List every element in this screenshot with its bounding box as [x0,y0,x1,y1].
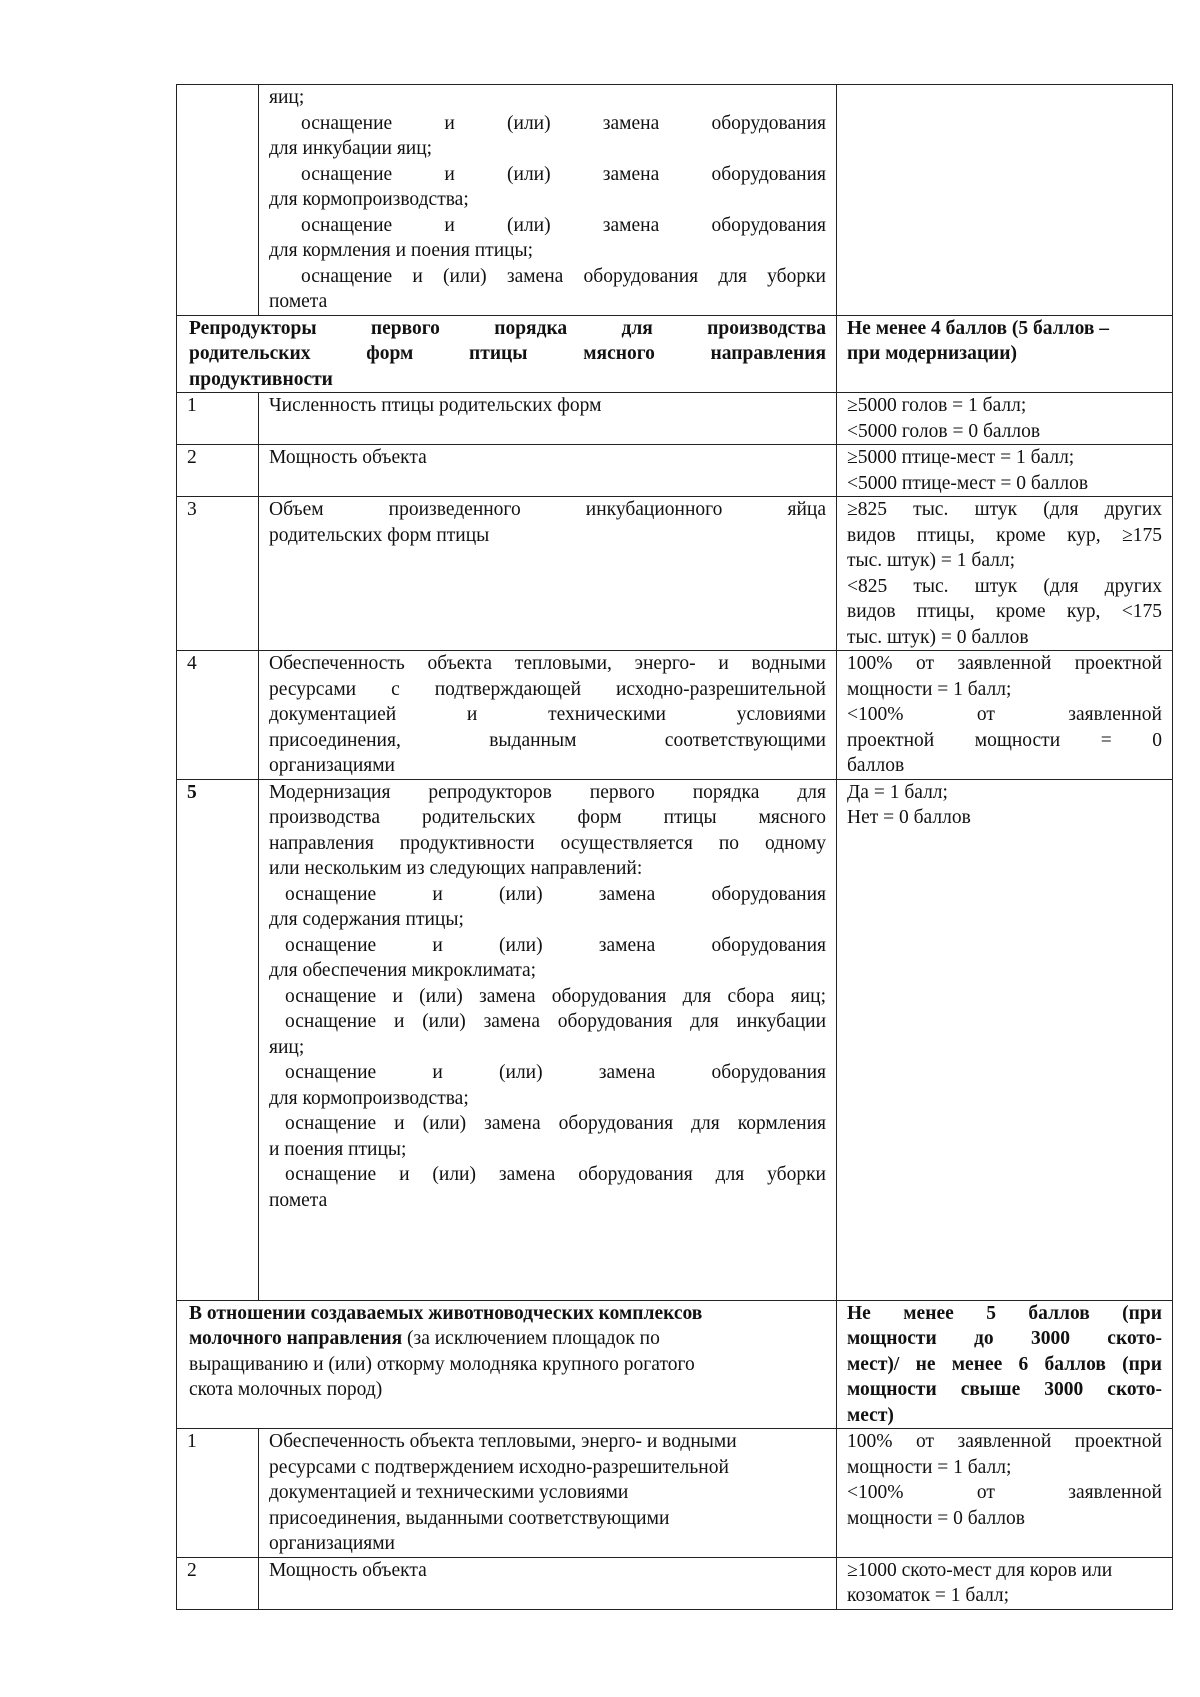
text-line: оснащение и (или) замена оборудования [285,883,826,905]
number-cell: 1 [177,1429,259,1558]
number-cell: 2 [177,445,259,497]
text-line: <825 тыс. штук (для других [847,575,1162,597]
text-line: ≥5000 птице-мест = 1 балл; [847,447,1075,468]
text-line: проектной мощности = 0 [847,729,1162,751]
text-line: оснащение и (или) замена оборудования [301,112,826,134]
score-cell [837,85,1173,316]
text-line: для кормления и поения птицы; [269,240,534,261]
text-line: Численность птицы родительских форм [269,395,602,416]
section-score-cell [837,315,1173,393]
section-title-cell [177,1300,837,1429]
text-line: козоматок = 1 балл; [847,1585,1010,1606]
criteria-table [176,84,1173,1610]
text-line: производства родительских форм птицы мясного [269,807,826,828]
table-row [177,651,1173,780]
text-line: Нет = 0 баллов [847,807,971,828]
section-score-line: при модернизации) [847,343,1018,364]
score-cell [837,1557,1173,1609]
text-line: оснащение и (или) замена оборудования [301,214,826,236]
text-line: оснащение и (или) замена оборудования для уборки [285,1164,826,1185]
section-title-line: продуктивности [189,368,333,390]
text-line: и поения птицы; [269,1138,407,1160]
criterion-cell [259,1557,837,1609]
text-line: помета [269,291,328,312]
text-line: организациями [269,1533,395,1554]
text-line: оснащение и (или) замена оборудования для уборки [301,265,826,287]
text-line: видов птицы, кроме кур, ≥175 [847,524,1162,546]
text-line: оснащение и (или) замена оборудования [301,163,826,185]
table-row [177,497,1173,651]
text-line: тыс. штук) = 0 баллов [847,626,1029,648]
score-cell [837,651,1173,780]
criterion-cell [259,445,837,497]
number-cell: 5 [177,779,259,1300]
criterion-cell [259,393,837,445]
score-cell [837,497,1173,651]
section-title-line: В отношении создаваемых животноводческих комплексов [189,1302,703,1324]
criterion-cell [259,497,837,651]
text-line: или нескольким из следующих направлений: [269,858,643,879]
number-cell [177,85,259,316]
section-title-rest: (за исключением площадок по [402,1328,660,1349]
table-row [177,1429,1173,1558]
text-line: Обеспеченность объекта тепловыми, энерго- и водными [269,1431,737,1452]
text-line: для инкубации яиц; [269,138,433,159]
criterion-cell [259,1429,837,1558]
text-line: баллов [847,755,905,776]
text-line: <5000 птице-мест = 0 баллов [847,472,1089,494]
table-row [177,393,1173,445]
number-cell: 4 [177,651,259,780]
table-row-continuation [177,85,1173,316]
text-line: организациями [269,755,395,776]
score-cell [837,779,1173,1300]
text-line: оснащение и (или) замена оборудования [285,1062,826,1083]
text-line: ресурсами с подтверждением исходно-разрешительной [269,1456,729,1478]
text-line: присоединения, выданным соответствующими [269,729,826,751]
text-line: мощности = 1 балл; [847,678,1012,700]
text-line: <5000 голов = 0 баллов [847,420,1041,442]
text-line: тыс. штук) = 1 балл; [847,550,1016,571]
text-line: помета [269,1189,328,1211]
section-title-line: Репродукторы первого порядка для производства [189,317,826,339]
text-line: ≥825 тыс. штук (для других [847,499,1162,520]
section-score-line: мест) [847,1404,894,1426]
text-line: документацией и техническими условиями [269,1482,629,1503]
criterion-cell [259,85,837,316]
criterion-cell [259,651,837,780]
table-row [177,1557,1173,1609]
section-score-cell [837,1300,1173,1429]
text-line: мощности = 1 балл; [847,1456,1012,1478]
section-title-bold: молочного направления [189,1328,403,1349]
number-cell: 3 [177,497,259,651]
section-score-line: мест)/ не менее 6 баллов (при [847,1353,1162,1375]
text-line: присоединения, выданными соответствующими [269,1507,670,1529]
section-score-line: мощности свыше 3000 ското- [847,1379,1162,1400]
section-title-line: скота молочных пород) [189,1379,383,1400]
score-cell [837,445,1173,497]
number-cell: 2 [177,1557,259,1609]
section-header-row [177,315,1173,393]
text-line: оснащение и (или) замена оборудования для сбора яиц; [285,985,826,1007]
text-line: <100% от заявленной [847,704,1162,725]
section-header-row [177,1300,1173,1429]
text-line: оснащение и (или) замена оборудования [285,934,826,956]
text-line: Обеспеченность объекта тепловыми, энерго- и водными [269,653,826,674]
text-line: Мощность объекта [269,447,427,468]
text-line: документацией и техническими условиями [269,704,826,725]
table-row [177,445,1173,497]
score-cell [837,1429,1173,1558]
text-line: яиц; [269,1036,305,1058]
section-title-line: выращиванию и (или) откорму молодняка крупного рогатого [189,1353,695,1375]
text-line: оснащение и (или) замена оборудования для инкубации [285,1011,826,1032]
text-line: для содержания птицы; [269,909,464,930]
number-cell: 1 [177,393,259,445]
text-line: для кормопроизводства; [269,189,469,210]
text-line: ≥5000 голов = 1 балл; [847,395,1027,416]
section-score-line: Не менее 5 баллов (при [847,1302,1162,1324]
text-line: ресурсами с подтверждающей исходно-разрешительной [269,678,826,700]
text-line: Да = 1 балл; [847,781,948,803]
section-score-line: Не менее 4 баллов (5 баллов – [847,317,1109,339]
text-line: направления продуктивности осуществляется по одному [269,832,826,854]
section-title-cell [177,315,837,393]
text-line: для кормопроизводства; [269,1087,469,1109]
text-line: мощности = 0 баллов [847,1507,1025,1529]
table-row [177,779,1173,1300]
text-line: ≥1000 ското-мест для коров или [847,1559,1113,1581]
score-cell [837,393,1173,445]
text-line: родительских форм птицы [269,524,490,546]
text-line: Объем произведенного инкубационного яйца [269,499,826,520]
text-line: для обеспечения микроклимата; [269,960,537,981]
text-line: <100% от заявленной [847,1482,1162,1503]
text-line: 100% от заявленной проектной [847,1431,1162,1452]
text-line: Модернизация репродукторов первого порядка для [269,781,826,803]
section-title-line: родительских форм птицы мясного направления [189,343,826,364]
section-score-line: мощности до 3000 ското- [847,1328,1162,1349]
text-line: видов птицы, кроме кур, <175 [847,601,1162,622]
text-line: яиц; [269,87,305,108]
criterion-cell [259,779,837,1300]
text-line: 100% от заявленной проектной [847,653,1162,674]
text-line: оснащение и (или) замена оборудования для кормления [285,1113,826,1134]
text-line: Мощность объекта [269,1559,427,1581]
